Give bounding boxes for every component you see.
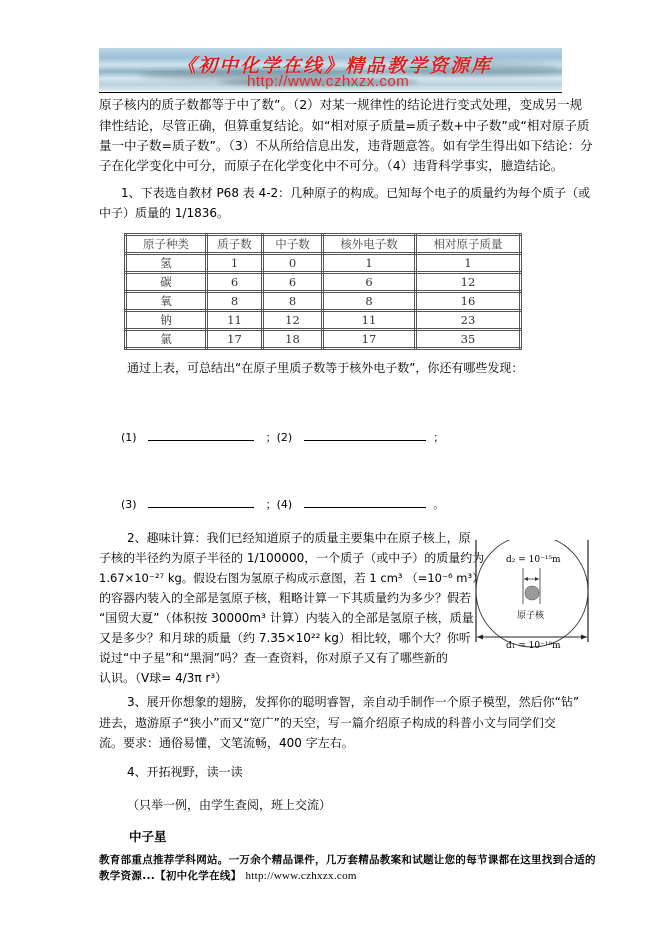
question2-line: 1.67×10⁻²⁷ kg。假设右图为氢原子构成示意图，若 1 cm³ （=10⁻⁶ m³） [99, 571, 484, 585]
table-cell: 35 [416, 330, 521, 349]
question4-title: 4、开拓视野，读一读 [127, 765, 243, 779]
nucleus-label: 原子核 [517, 611, 545, 621]
question4-note: （只举一例，由学生查阅，班上交流） [127, 798, 332, 812]
blank-separator: 。 [433, 498, 445, 511]
table-header: 质子数 [207, 235, 263, 254]
table-cell: 氢 [126, 254, 207, 273]
table-cell: 6 [323, 273, 416, 292]
table-row [126, 330, 521, 349]
question2-line: “国贸大夏”（体积按 30000m³ 计算）内装入的全部是氢原子核，质量 [99, 611, 474, 625]
table-cell: 6 [263, 273, 323, 292]
answer-blank-2[interactable] [304, 428, 426, 441]
table-row [126, 311, 521, 330]
banner-url[interactable]: http://www.czhxzx.com [247, 73, 410, 90]
table-cell: 0 [263, 254, 323, 273]
blank-label: (4) [276, 498, 293, 511]
blank-label: (2) [276, 431, 293, 444]
table-row [126, 292, 521, 311]
table-cell: 钠 [126, 311, 207, 330]
hydrogen-atom-diagram [473, 540, 598, 650]
blank-label: (1) [121, 431, 137, 444]
table-header: 相对原子质量 [416, 235, 521, 254]
section-heading-neutron-star: 中子星 [129, 829, 167, 844]
table-row [126, 254, 521, 273]
table-cell: 18 [263, 330, 323, 349]
table-cell: 16 [416, 292, 521, 311]
header-banner [99, 48, 562, 91]
answer-blank-1[interactable] [148, 428, 254, 441]
table-cell: 1 [416, 254, 521, 273]
atom-composition-table [124, 233, 522, 350]
question1-prompt: 通过上表，可总结出“在原子里质子数等于核外电子数”，你还有哪些发现： [127, 361, 524, 375]
blank-separator: ； [265, 498, 277, 511]
intro-line: 律性结论，尽管正确，但算重复结论。如“相对原子质量=质子数+中子数”或“相对原子质 [99, 118, 590, 133]
footer-line: 教育部重点推荐学科网站。一万余个精品课件，几万套精品教案和试题让您的每节课都在这里找到合适的 [99, 854, 596, 866]
footer-prefix: 教学资源...【初中化学在线】 [99, 870, 242, 882]
answer-blank-row [121, 428, 444, 448]
table-cell: 17 [207, 330, 263, 349]
answer-blank-3[interactable] [148, 495, 254, 508]
table-cell: 17 [323, 330, 416, 349]
table-cell: 碳 [126, 273, 207, 292]
question2-line: 说过“中子星”和“黑洞”吗？查一查资料，你对原子又有了哪些新的 [99, 651, 448, 665]
table-header: 中子数 [263, 235, 323, 254]
question2-line: 子核的半径约为原子半径的 1/100000，一个质子（或中子）的质量约为 [99, 551, 485, 565]
blank-separator: ； [265, 431, 277, 444]
table-cell: 8 [207, 292, 263, 311]
table-cell: 23 [416, 311, 521, 330]
table-cell: 6 [207, 273, 263, 292]
intro-line: 原子核内的质子数都等于中了数”。（2）对某一规律性的结论进行变式处理，变成另一规 [99, 97, 583, 112]
intro-line: 量一中子数=质子数”。（3）不从所给信息出发，违背题意答。如有学生得出如下结论：分 [99, 138, 593, 153]
question3-line: 进去，遨游原子“狭小”而又“宽广”的天空，写一篇介绍原子构成的科普小文与同学们交 [99, 716, 556, 730]
question2-line: 2、趣味计算：我们已经知道原子的质量主要集中在原子核上，原 [127, 531, 471, 545]
table-row [126, 273, 521, 292]
intro-line: 子在化学变化中可分，而原子在化学变化中不可分。（4）违背科学事实，臆造结论。 [99, 158, 564, 173]
header-divider [99, 92, 562, 93]
table-header: 原子种类 [126, 235, 207, 254]
question2-line: 的容器内装入的全部是氢原子核，粗略计算一下其质量约为多少？假若 [99, 591, 472, 605]
table-cell: 11 [323, 311, 416, 330]
question2-line: 又是多少？和月球的质量（约 7.35×10²² kg）相比较，哪个大？你听 [99, 631, 471, 645]
table-cell: 12 [263, 311, 323, 330]
d1-label: d₁ = 10⁻¹⁰m [506, 641, 561, 651]
table-cell: 11 [207, 311, 263, 330]
banner-title: 《初中化学在线》精品教学资源库 [177, 55, 493, 77]
table-cell: 1 [207, 254, 263, 273]
table-cell: 氯 [126, 330, 207, 349]
table-cell: 12 [416, 273, 521, 292]
footer-line [99, 868, 357, 884]
table-header-row [126, 235, 521, 254]
answer-blank-4[interactable] [304, 495, 426, 508]
answer-blank-row [121, 495, 444, 515]
question2-line: 认识。（V球= 4/3π r³） [99, 671, 228, 685]
table-cell: 氧 [126, 292, 207, 311]
blank-label: (3) [121, 498, 137, 511]
blank-separator: ； [433, 431, 445, 444]
question1-line: 1、下表选自教材 P68 表 4-2：几种原子的构成。已知每个电子的质量约为每个质子（或 [121, 186, 591, 200]
d2-label: d₂ = 10⁻¹⁵m [506, 555, 561, 565]
table-cell: 8 [323, 292, 416, 311]
table-cell: 1 [323, 254, 416, 273]
table-cell: 8 [263, 292, 323, 311]
table-header: 核外电子数 [323, 235, 416, 254]
footer-url-link[interactable]: http://www.czhxzx.com [245, 870, 357, 882]
question3-line: 流。要求：通俗易懂，文笔流畅，400 字左右。 [99, 736, 354, 750]
question3-line: 3、展开你想象的翅膀，发挥你的聪明睿智，亲自动手制作一个原子模型，然后你“钻” [127, 695, 580, 709]
question1-line: 中子）质量的 1/1836。 [99, 206, 230, 220]
